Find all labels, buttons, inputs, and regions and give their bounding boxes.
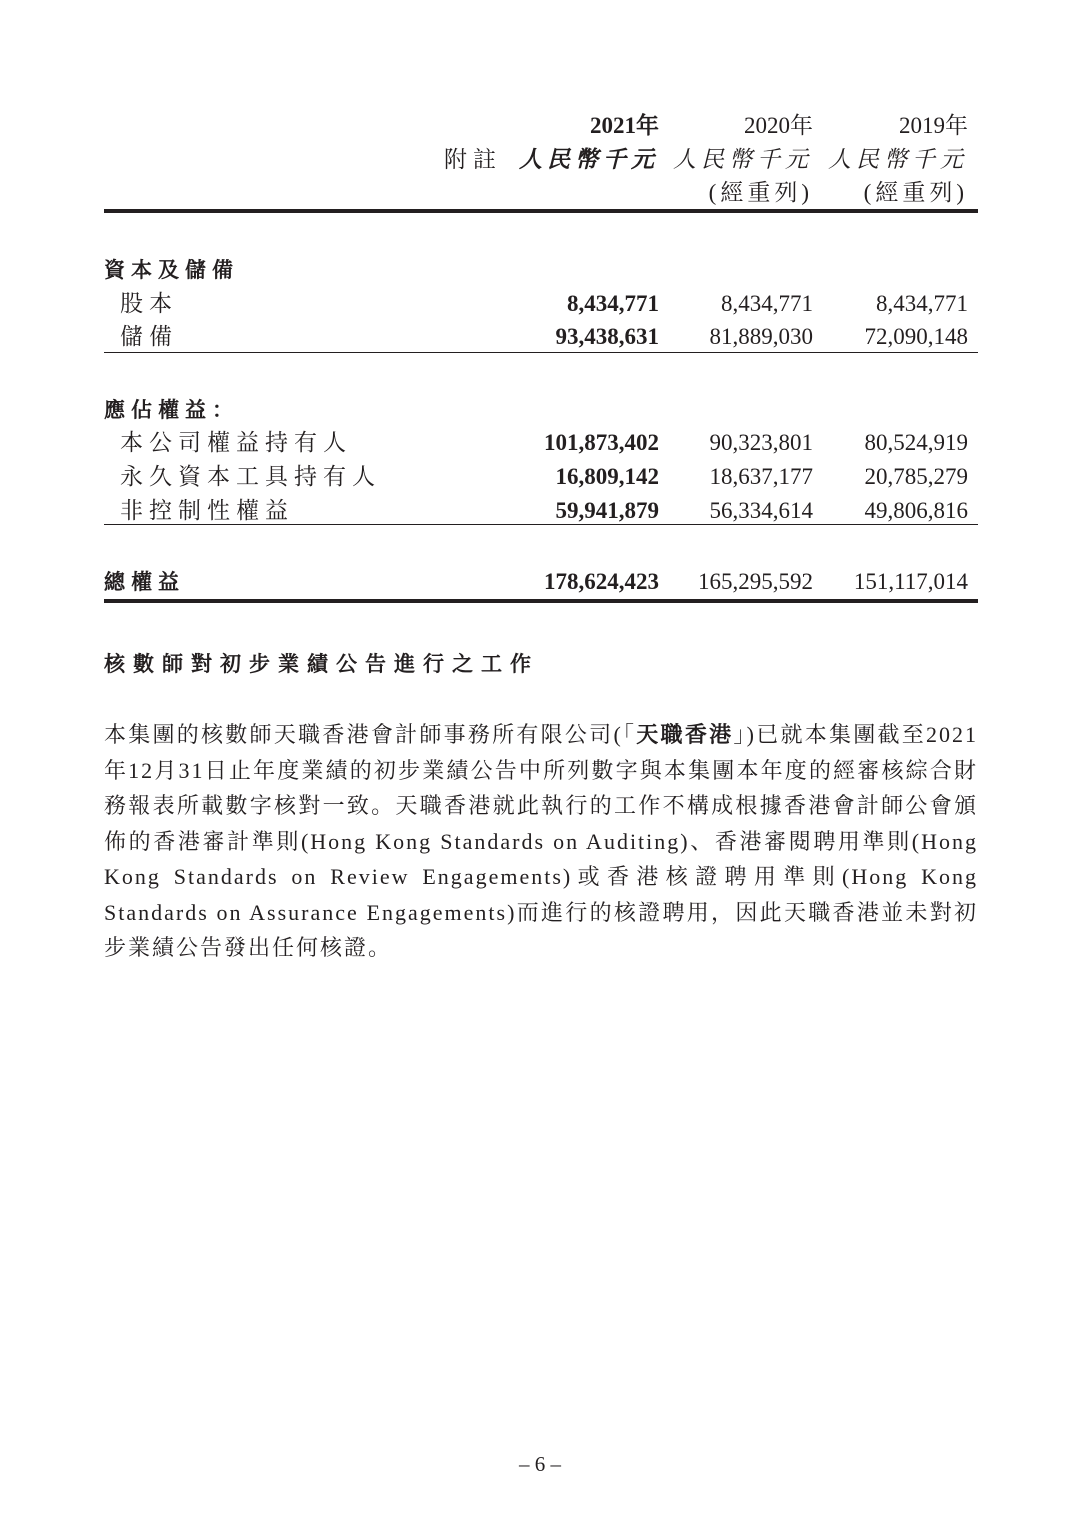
- value-2019: 49,806,816: [864, 498, 968, 523]
- currency-2021: 人民幣千元: [519, 147, 659, 172]
- table-row: [0, 496, 1080, 526]
- restated-2019: (經重列): [863, 180, 968, 205]
- value-2020: 90,323,801: [709, 430, 813, 455]
- subtotal-rule: [104, 524, 978, 525]
- row-label: 本公司權益持有人: [120, 430, 352, 455]
- paragraph-text: 」)已就本集團截至2021年12月31日止年度業績的初步業績公告中所列數字與本集團本年度的經審核綜合財務報表所載數字核對一致。天職香港就此執行的工作不構成根據香港會計師公會頒佈的香港審計準則(Hong Kong Standards on Auditing)、香港審閱聘用準則(Hong Kong Standards on Review Engagements)或香港核證聘用準則(Hong Kong Standards on Assurance Engagements)而進行的核證聘用，因此天職香港並未對初步業績公告發出任何核證。: [104, 722, 979, 960]
- year-2020: 2020年: [744, 113, 813, 138]
- row-label: 儲備: [120, 324, 178, 349]
- total-2019: 151,117,014: [853, 569, 968, 594]
- total-2020: 165,295,592: [698, 569, 813, 594]
- paragraph-bold-term: 天職香港: [636, 722, 734, 747]
- value-2019: 72,090,148: [864, 324, 968, 349]
- paragraph-text: 本集團的核數師天職香港會計師事務所有限公司(「: [104, 722, 637, 747]
- table-row: [0, 462, 1080, 492]
- value-2021: 93,438,631: [555, 324, 659, 349]
- row-label: 永久資本工具持有人: [120, 464, 381, 489]
- total-row: [0, 567, 1080, 597]
- page-number: – 6 –: [519, 1452, 561, 1476]
- note-label: 附註: [444, 147, 502, 172]
- section-heading-auditor: 核數師對初步業績公告進行之工作: [104, 652, 539, 676]
- year-2019: 2019年: [899, 113, 968, 138]
- section-title-capital: 資本及儲備: [104, 258, 239, 282]
- row-label: 非控制性權益: [120, 498, 294, 523]
- value-2020: 18,637,177: [709, 464, 813, 489]
- value-2019: 8,434,771: [876, 291, 968, 316]
- currency-2020: 人民幣千元: [673, 147, 813, 172]
- value-2020: 81,889,030: [709, 324, 813, 349]
- year-2021: 2021年: [590, 113, 659, 138]
- value-2020: 56,334,614: [709, 498, 813, 523]
- value-2021: 59,941,879: [555, 498, 659, 523]
- total-2021: 178,624,423: [544, 569, 659, 594]
- section-heading-row: [0, 395, 1080, 425]
- value-2020: 8,434,771: [721, 291, 813, 316]
- total-label: 總權益: [104, 570, 185, 594]
- value-2021: 8,434,771: [567, 291, 659, 316]
- restated-2020: (經重列): [708, 180, 813, 205]
- auditor-paragraph: [104, 717, 978, 966]
- value-2021: 16,809,142: [555, 464, 659, 489]
- header-rule: [104, 209, 978, 213]
- row-label: 股本: [120, 291, 178, 316]
- value-2019: 80,524,919: [864, 430, 968, 455]
- section-title-attributable: 應佔權益：: [104, 398, 239, 422]
- table-row: [0, 428, 1080, 458]
- value-2019: 20,785,279: [864, 464, 968, 489]
- table-row: [0, 322, 1080, 352]
- value-2021: 101,873,402: [544, 430, 659, 455]
- table-row: [0, 289, 1080, 319]
- total-rule: [104, 599, 978, 603]
- subtotal-rule: [104, 352, 978, 353]
- section-heading-row: [0, 255, 1080, 285]
- currency-2019: 人民幣千元: [828, 147, 968, 172]
